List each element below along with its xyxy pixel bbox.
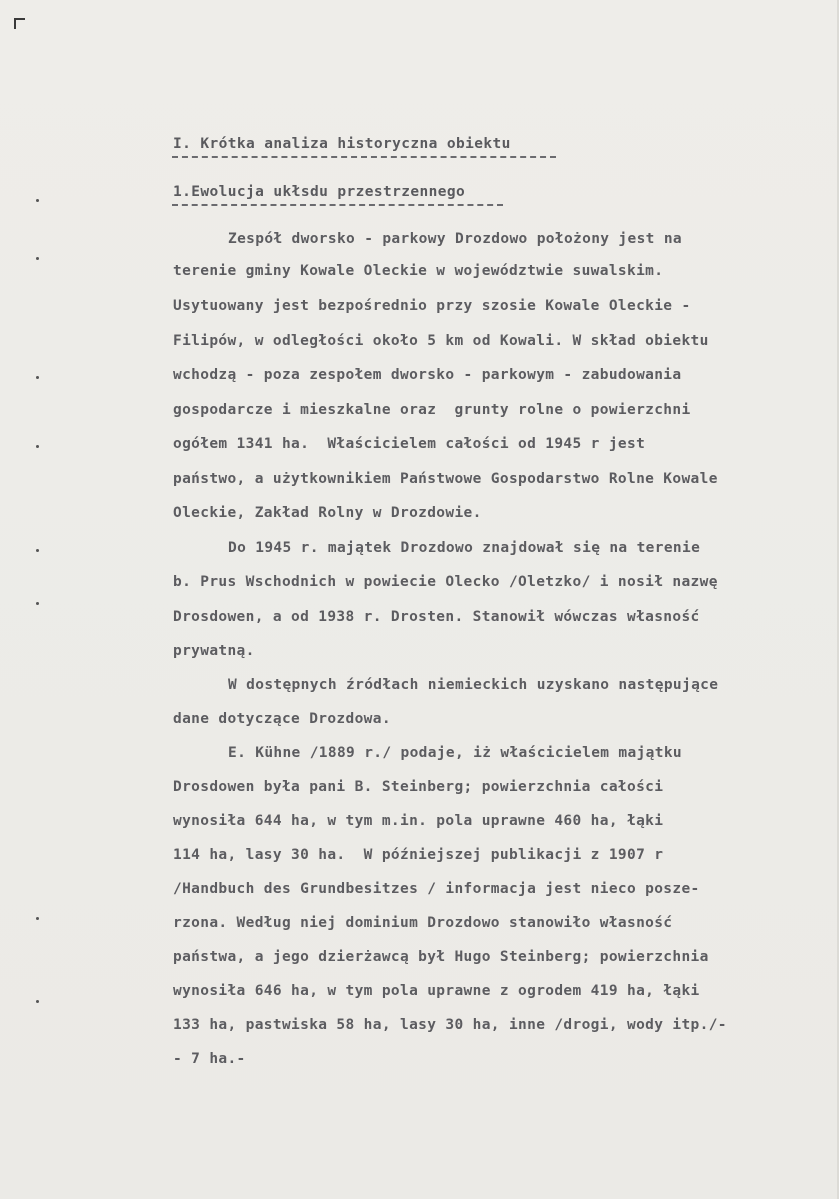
text-line: Usytuowany jest bezpośrednio przy szosie Kowale Oleckie -: [173, 298, 691, 314]
text-line: państwa, a jego dzierżawcą był Hugo Steinberg; powierzchnia: [173, 949, 709, 965]
text-line: Drosdowen, a od 1938 r. Drosten. Stanowił wówczas własność: [173, 609, 700, 625]
text-line: prywatną.: [173, 643, 255, 659]
text-line: W dostępnych źródłach niemieckich uzyskano następujące: [228, 677, 719, 693]
text-line: 114 ha, lasy 30 ha. W późniejszej publikacji z 1907 r: [173, 847, 664, 863]
text-line: wynosiła 646 ha, w tym pola uprawne z ogrodem 419 ha, łąki: [173, 983, 700, 999]
subheading-underline: [172, 204, 503, 206]
text-line: - 7 ha.-: [173, 1051, 246, 1067]
text-line: 133 ha, pastwiska 58 ha, lasy 30 ha, inne /drogi, wody itp./-: [173, 1017, 727, 1033]
text-line: terenie gminy Kowale Oleckie w województwie suwalskim.: [173, 263, 664, 279]
text-line: Do 1945 r. majątek Drozdowo znajdował się na terenie: [228, 540, 701, 556]
margin-dot: [36, 1000, 39, 1003]
text-line: gospodarcze i mieszkalne oraz grunty rolne o powierzchni: [173, 402, 691, 418]
section-heading: I. Krótka analiza historyczna obiektu: [173, 136, 511, 152]
text-line: dane dotyczące Drozdowa.: [173, 711, 391, 727]
text-line: E. Kühne /1889 r./ podaje, iż właścicielem majątku: [228, 745, 682, 761]
text-line: wchodzą - poza zespołem dworsko - parkowym - zabudowania: [173, 367, 682, 383]
text-line: b. Prus Wschodnich w powiecie Olecko /Oletzko/ i nosił nazwę: [173, 574, 718, 590]
text-line: Drosdowen była pani B. Steinberg; powierzchnia całości: [173, 779, 664, 795]
text-line: /Handbuch des Grundbesitzes / informacja jest nieco posze-: [173, 881, 700, 897]
text-line: wynosiła 644 ha, w tym m.in. pola uprawne 460 ha, łąki: [173, 813, 664, 829]
text-line: państwo, a użytkownikiem Państwowe Gospodarstwo Rolne Kowale: [173, 471, 718, 487]
margin-dot: [36, 549, 39, 552]
subsection-heading: 1.Ewolucja ukłsdu przestrzennego: [173, 184, 466, 200]
text-line: Oleckie, Zakład Rolny w Drozdowie.: [173, 505, 482, 521]
text-line: Filipów, w odległości około 5 km od Kowali. W skład obiektu: [173, 333, 709, 349]
margin-dot: [36, 376, 39, 379]
margin-dot: [36, 199, 39, 202]
margin-dot: [36, 257, 39, 260]
heading-underline: [172, 156, 556, 158]
margin-dot: [36, 445, 39, 448]
text-line: rzona. Według niej dominium Drozdowo stanowiło własność: [173, 915, 673, 931]
corner-mark: [14, 18, 25, 29]
text-line: ogółem 1341 ha. Właścicielem całości od 1945 r jest: [173, 436, 646, 452]
text-line: Zespół dworsko - parkowy Drozdowo położony jest na: [228, 231, 682, 247]
margin-dot: [36, 917, 39, 920]
margin-dot: [36, 602, 39, 605]
